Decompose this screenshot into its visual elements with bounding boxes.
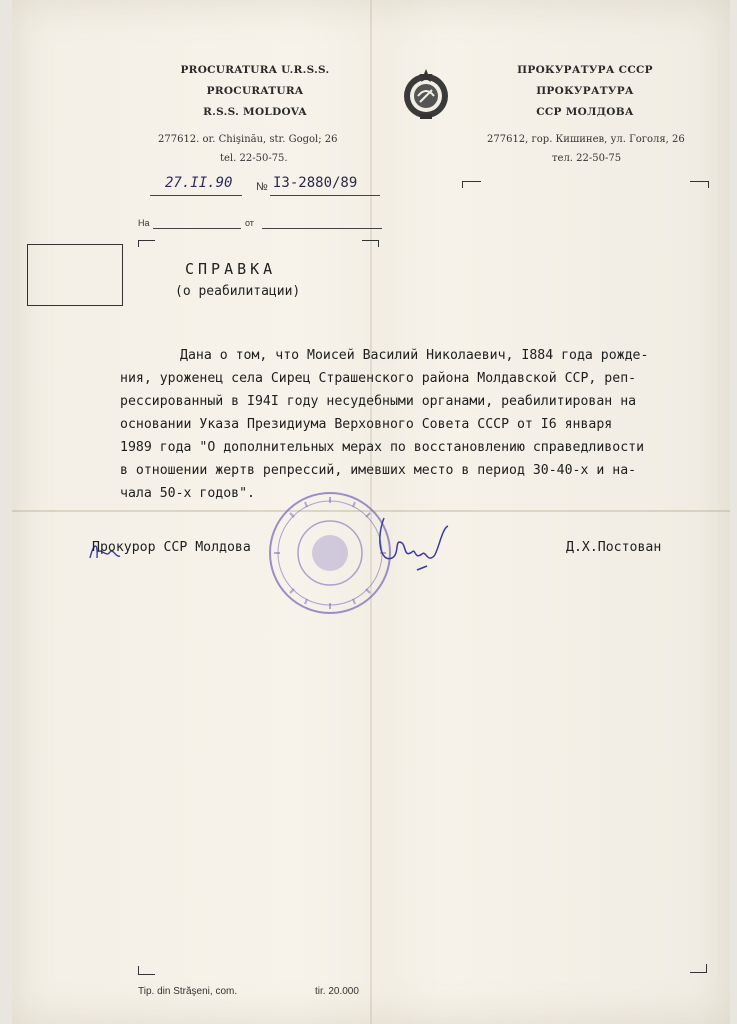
document-title: СПРАВКА (185, 260, 277, 278)
registration-box (27, 244, 123, 306)
header-right (470, 60, 700, 123)
footer-typography: Tip. din Străşeni, com. (138, 986, 238, 997)
signature-position: Прокурор ССР Молдова (92, 540, 251, 555)
body-line: чала 50-х годов". (120, 486, 255, 501)
ussr-emblem-icon (398, 66, 454, 122)
body-line: Дана о том, что Моисей Василий Николаевич, I884 года рожде- (180, 348, 649, 363)
header-left-phone: tel. 22-50-75. (220, 153, 288, 164)
header-left-line1: PROCURATURA U.R.S.S. (180, 64, 330, 76)
header-left-line2: PROCURATURA (206, 85, 304, 97)
document-number: I3-2880/89 (273, 175, 358, 191)
handwritten-signature (372, 508, 452, 578)
number-underline (270, 195, 380, 196)
corner-mark (690, 181, 709, 188)
header-right-line1: ПРОКУРАТУРА СССР (517, 64, 653, 76)
body-line: основании Указа Президиума Верховного Совета СССР от I6 января (120, 417, 613, 432)
signatory-name: Д.Х.Постован (566, 540, 662, 555)
body-line: в отношении жертв репрессий, имевших место в период 30-40-х и на- (120, 463, 637, 478)
na-underline (153, 228, 241, 229)
body-line: ния, уроженец села Сирец Страшенского района Молдавской ССР, реп- (120, 371, 637, 386)
header-right-line2: ПРОКУРАТУРА (536, 85, 634, 97)
document-date: 27.II.90 (165, 175, 233, 191)
corner-mark (138, 240, 155, 247)
document-subtitle: (о реабилитации) (175, 284, 301, 299)
ot-underline (262, 228, 382, 229)
corner-mark (462, 181, 481, 188)
na-label: На (138, 218, 150, 228)
body-line: рессированный в I94I году несудебными органами, реабилитирован на (120, 394, 637, 409)
header-right-address: 277612, гор. Кишинев, ул. Гоголя, 26 (487, 134, 685, 145)
footer-circulation: tir. 20.000 (315, 986, 359, 997)
date-underline (150, 195, 242, 196)
number-label: № (256, 181, 268, 193)
header-left-line3: R.S.S. MOLDOVA (203, 106, 307, 118)
header-right-phone: тел. 22-50-75 (552, 153, 622, 164)
body-line: 1989 года "О дополнительных мерах по восстановлению справедливости (120, 440, 645, 455)
ot-label: от (245, 218, 254, 228)
header-right-line3: ССР МОЛДОВА (536, 106, 634, 118)
header-left (150, 60, 360, 123)
corner-mark (362, 240, 379, 247)
header-left-address: 277612. or. Chişinău, str. Gogol; 26 (158, 134, 338, 145)
corner-mark (138, 966, 155, 975)
document-body (120, 344, 720, 505)
corner-mark (690, 964, 707, 973)
